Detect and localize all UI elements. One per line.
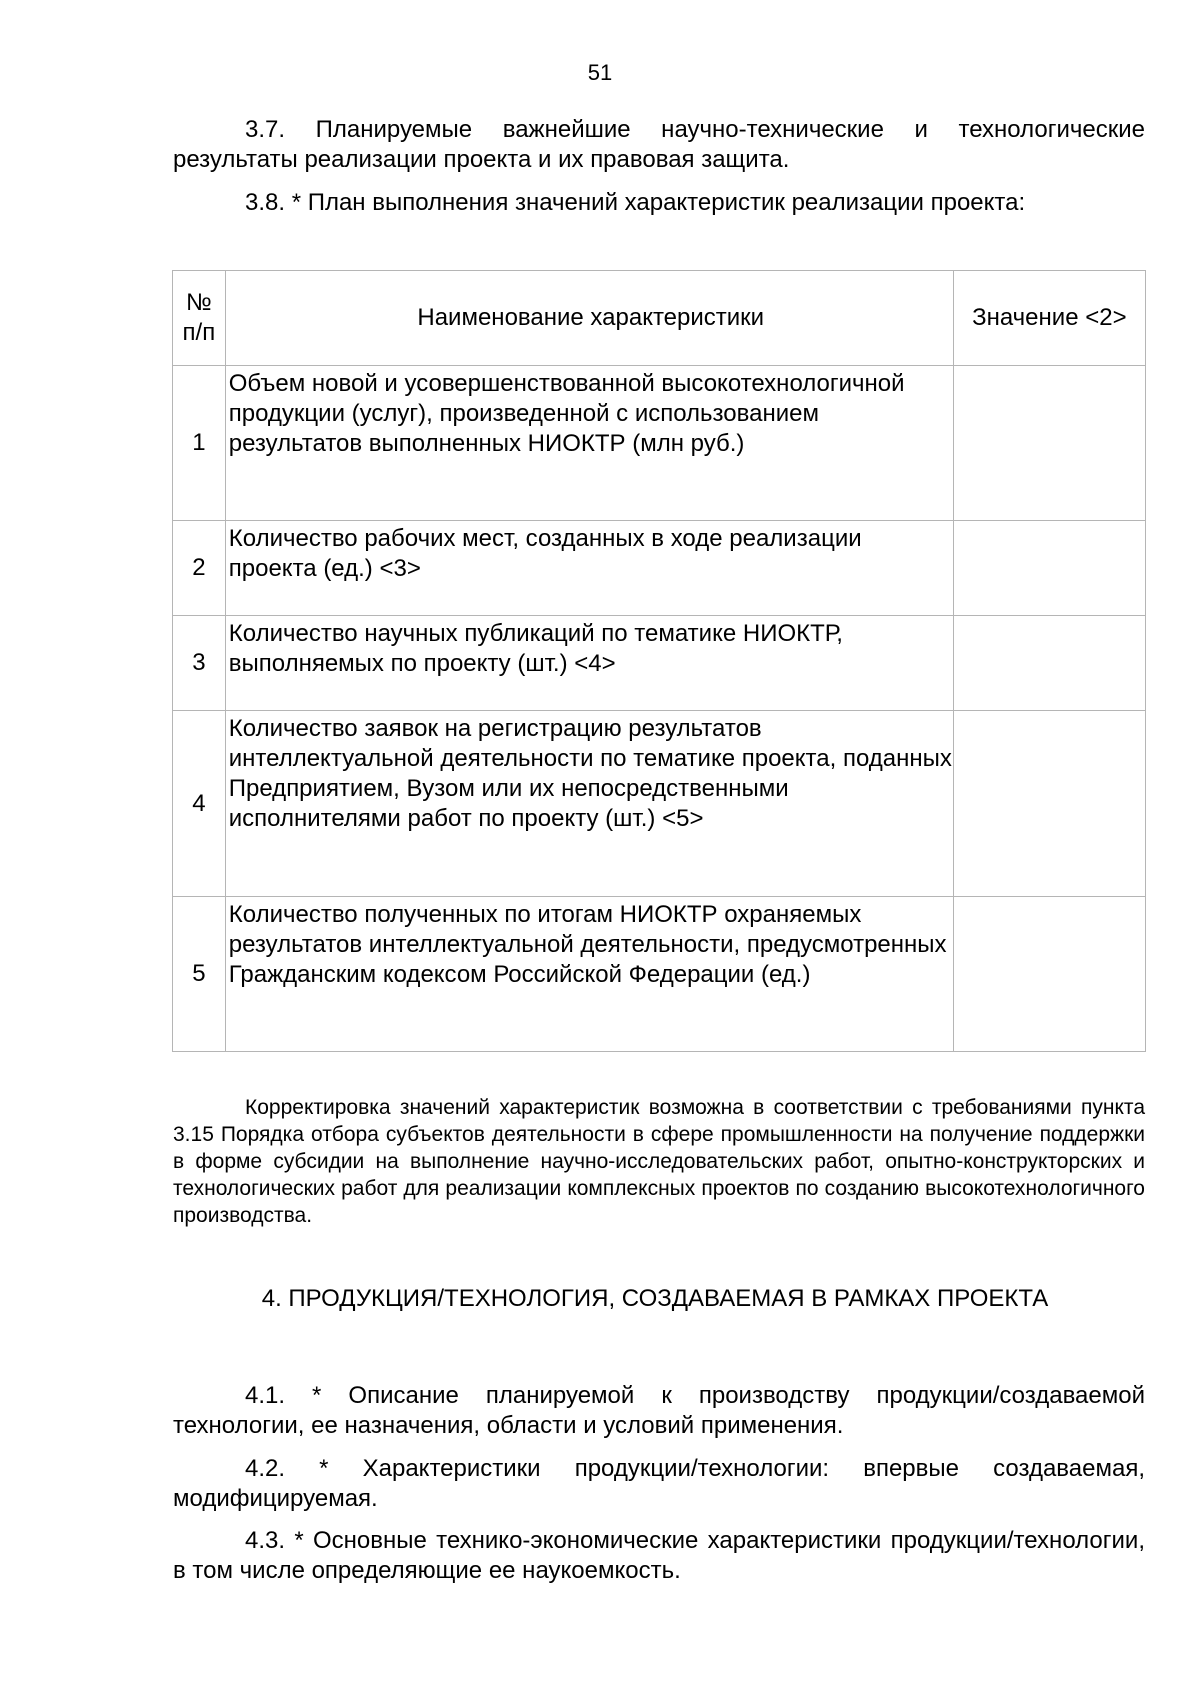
row-number: 3 (173, 616, 226, 711)
characteristics-table (172, 270, 1146, 1052)
adjustment-note: Корректировка значений характеристик возможна в соответствии с требованиями пункта 3.15 Порядка отбора субъектов деятельности в сфере промышленности на получение поддержки в форме субсидии на выполнение научно-исследовательских работ, опытно-конструкторских и технологических работ для реализации комплексных проектов по созданию высокотехнологичного производства. (173, 1096, 1145, 1227)
row-name (225, 711, 953, 897)
row-name (225, 897, 953, 1052)
header-name: Наименование характеристики (225, 271, 953, 366)
row-value (953, 366, 1145, 521)
page-number: 51 (587, 60, 613, 85)
row-name (225, 521, 953, 616)
paragraph-4-1: 4.1. * Описание планируемой к производству продукции/создаваемой технологии, ее назначения, области и условий применения. (173, 1382, 1145, 1439)
row-name-text: Количество полученных по итогам НИОКТР охраняемых результатов интеллектуальной деятельности, предусмотренных Гражданским кодексом Российской Федерации (ед.) (228, 901, 947, 988)
row-value (953, 616, 1145, 711)
row-value (953, 711, 1145, 897)
row-number: 4 (173, 711, 226, 897)
row-value (953, 897, 1145, 1052)
paragraph-4-3: 4.3. * Основные технико-экономические характеристики продукции/технологии, в том числе определяющие ее наукоемкость. (173, 1527, 1145, 1584)
row-name-text: Количество заявок на регистрацию результатов интеллектуальной деятельности по тематике проекта, поданных Предприятием, Вузом или их непосредственными исполнителями работ по проекту (шт.) <5> (228, 715, 952, 832)
table-row (173, 616, 1146, 711)
row-number: 1 (173, 366, 226, 521)
paragraph-3-8: 3.8. * План выполнения значений характеристик реализации проекта: (245, 189, 1026, 216)
header-value: Значение <2> (953, 271, 1145, 366)
row-value (953, 521, 1145, 616)
row-name-text: Количество рабочих мест, созданных в ходе реализации проекта (ед.) <3> (228, 525, 862, 582)
table-row (173, 711, 1146, 897)
row-name (225, 366, 953, 521)
row-name (225, 616, 953, 711)
section-4-heading: 4. ПРОДУКЦИЯ/ТЕХНОЛОГИЯ, СОЗДАВАЕМАЯ В РАМКАХ ПРОЕКТА (261, 1285, 1049, 1312)
table-row (173, 521, 1146, 616)
row-name-text: Объем новой и усовершенствованной высокотехнологичной продукции (услуг), произведенной с использованием результатов выполненных НИОКТР (млн руб.) (228, 370, 905, 457)
table-row (173, 366, 1146, 521)
row-number: 2 (173, 521, 226, 616)
row-number: 5 (173, 897, 226, 1052)
table-row (173, 897, 1146, 1052)
table-header-row (173, 271, 1146, 366)
paragraph-4-2: 4.2. * Характеристики продукции/технологии: впервые создаваемая, модифицируемая. (173, 1455, 1145, 1512)
paragraph-3-7: 3.7. Планируемые важнейшие научно-технические и технологические результаты реализации проекта и их правовая защита. (173, 116, 1145, 173)
header-number: № п/п (173, 271, 226, 366)
row-name-text: Количество научных публикаций по тематике НИОКТР, выполняемых по проекту (шт.) <4> (228, 620, 843, 677)
